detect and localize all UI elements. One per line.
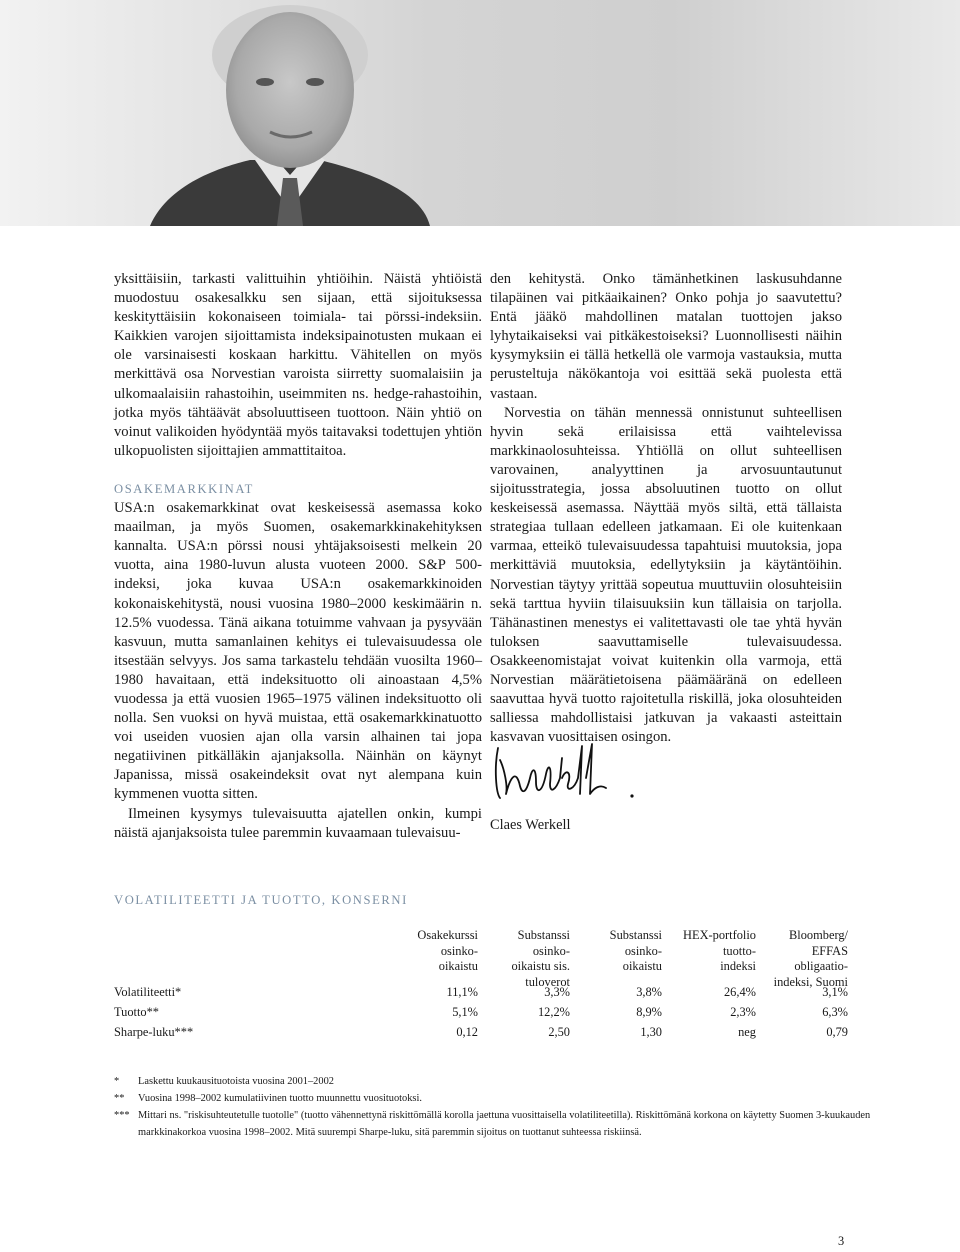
- body-paragraph: den kehitystä. Onko tämänhetkinen laskusuhdanne tilapäinen vai pitkäaikainen? Onko pohja jo saavutettu? Entä jääkö mahdollinen matalan tuottojen jakso lyhytaikaiseksi vai pitkäkestoiseksi? Luonnollisesti näihin kysymyksiin ei tällä hetkellä ole varmoja vastauksia, mutta perusteltuja näkökantoja voi esittää sekä puolesta että vastaan.: [490, 271, 842, 402]
- footnote-text: Vuosina 1998–2002 kumulatiivinen tuotto muunnettu vuosituotoksi.: [138, 1093, 422, 1104]
- column-header: Substanssi osinko- oikaistu sis. tuloverot: [511, 928, 570, 989]
- footnote-text: Mittari ns. "riskisuhteutetulle tuotolle" (tuotto vähennettynä riskittömällä korolla jaettuna vuosittaisella volatiliteetilla). Riskittömänä korkona on käytetty Suomen 3-kuukauden markkinakorkoa vuosina 1998–2002. Mitä suurempi Sharpe-luku, sitä paremmin sijoitus on tuottanut suhteessa riskiinsä.: [138, 1110, 871, 1138]
- footnote: [114, 1073, 894, 1090]
- footnote-text: Laskettu kuukausituotoista vuosina 2001–2002: [138, 1076, 334, 1087]
- table-cell: 8,9%: [636, 1005, 662, 1019]
- section-heading: OSAKEMARKKINAT: [114, 481, 254, 496]
- body-paragraph: USA:n osakemarkkinat ovat keskeisessä asemassa koko maailman, ja myös Suomen, osakemarkkinakehityksen kannalta. USA:n pörssi nousi yhtäjaksoisesti melkein 20 vuotta, aina 1980-luvun alusta vuoteen 2000. S&P 500-indeksi, joka kuvaa USA:n osakemarkkinoiden kokonaiskehitystä, nousi vuosina 1980–2000 keskimäärin n. 12.5% vuodessa. Tänä aikana totuimme vahvaan ja pysyvään kasvuun, mutta samanlainen kehitys ei tulevaisuudessa ole itsestään selvyys. Jos sama tarkastelu tehdään vuosilta 1960–1980 havaitaan, että indeksituotto oli ainoastaan 4,5% vuodessa ja että vuosien 1965–1975 välinen indeksituotto oli nolla. Sen vuoksi on hyvä muistaa, että osakemarkkinatuotto voi useiden vuosien ajan olla varsin alhainen tai jopa negatiivinen pitkälläkin ajanjaksolla. Näinhän on käynyt Japanissa, missä osakeindeksit ovat nyt alempana kuin kymmenen vuotta sitten.: [114, 500, 482, 803]
- row-label: Volatiliteetti*: [114, 985, 182, 999]
- table-cell: 0,12: [456, 1025, 478, 1039]
- page-number: 3: [838, 1234, 845, 1248]
- column-header: Bloomberg/ EFFAS obligaatio- indeksi, Suomi: [773, 928, 848, 989]
- table-cell: 2,3%: [730, 1005, 756, 1019]
- row-label: Tuotto**: [114, 1005, 159, 1019]
- table-cell: 6,3%: [822, 1005, 848, 1019]
- footnote-marker: *: [114, 1076, 120, 1087]
- portrait-photo: [0, 0, 960, 226]
- table-cell: 11,1%: [446, 985, 478, 999]
- column-header: Substanssi osinko- oikaistu: [609, 928, 662, 973]
- table-cell: 26,4%: [723, 985, 756, 999]
- footnotes: [114, 1073, 894, 1141]
- table-cell: 3,8%: [636, 985, 662, 999]
- handwritten-signature: [490, 738, 650, 808]
- footnote: [114, 1090, 894, 1107]
- table-row: [114, 985, 850, 1005]
- table-cell: 0,79: [826, 1025, 848, 1039]
- table-cell: 5,1%: [452, 1005, 478, 1019]
- table-cell: 2,50: [548, 1025, 570, 1039]
- body-paragraph: Norvestia on tähän mennessä onnistunut suhteellisen hyvin sekä erilaisissa että vaihtelevissa markkinaolosuhteissa. Yhtiöllä on ollut suhteellisen varovainen, analyyttinen ja arvosuuntautunut sijoitusstrategia, jossa absoluutinen tuotto on ollut keskeisessä asemassa. Näyttää myös siltä, että tällaista strategiaa tullaan edelleen jatkamaan. Ei ole kuitenkaan varmaa, etteikö tulevaisuudessa tapahtuisi muutoksia, jopa merkittäviä muutoksia, edellytyksiin ja käytäntöihin. Norvestian täytyy yrittää sopeutua muuttuviin olosuhteisiin sekä tarttua hyviin tilaisuuksiin kun tällaisia on tarjolla. Tähänastinen menestys ei valitettavasti ole tae yhtä hyvän tuloksen saavuttamiselle tulevaisuudessa. Osakkeenomistajat voivat kuitenkin olla varmoja, että Norvestian määrätietoisena päämääränä on edelleen saavuttaa hyvä tuotto rajoitetulla riskillä, joka olosuhteiden salliessa mahdollistaisi jatkuvan ja vakaasti asteittain kasvavan vuosittaisen osingon.: [490, 404, 842, 746]
- signature-name: Claes Werkell: [490, 817, 571, 833]
- left-column: [114, 270, 482, 843]
- table-cell: 3,3%: [544, 985, 570, 999]
- column-header: HEX-portfolio tuotto- indeksi: [683, 928, 756, 973]
- body-paragraph: yksittäisiin, tarkasti valittuihin yhtiöihin. Näistä yhtiöistä muodostuu osakesalkku sen sijaan, että sijoituksessa keskityttäisiin kokonaiseen toimiala- tai pörssi-indeksiin. Kaikkien varojen sijoittamista indeksipainotusten mukaan ei ole varsinaisesti koskaan harkittu. Vähitellen on myös merkittävä osa Norvestian varoista siirretty suomalaisiin ja ulkomaalaisiin rahastoihin, useimmiten ns. hedge-rahastoihin, jotka myös tähtäävät absoluuttiseen tuottoon. Näin yhtiö on voinut valikoiden hyödyntää myös taitavaksi todettujen yhtiön ulkopuolisten sijoittajien ammattitaitoa.: [114, 271, 482, 459]
- footnote: [114, 1107, 894, 1141]
- row-label: Sharpe-luku***: [114, 1025, 194, 1039]
- table-row: [114, 1005, 850, 1025]
- column-header: Osakekurssi osinko- oikaistu: [417, 928, 478, 973]
- table-cell: 1,30: [640, 1025, 662, 1039]
- footnote-marker: **: [114, 1093, 125, 1104]
- right-column: [490, 270, 842, 747]
- table-cell: 12,2%: [537, 1005, 570, 1019]
- table-title: VOLATILITEETTI JA TUOTTO, KONSERNI: [114, 893, 408, 907]
- table-cell: neg: [738, 1025, 756, 1039]
- portrait-illustration: [0, 0, 960, 226]
- table-row: [114, 1025, 850, 1045]
- footnote-marker: ***: [114, 1110, 130, 1121]
- body-paragraph: Ilmeinen kysymys tulevaisuutta ajatellen onkin, kumpi näistä ajanjaksoista tulee paremmin kuvaamaan tulevaisuu-: [114, 805, 482, 841]
- table-cell: 3,1%: [822, 985, 848, 999]
